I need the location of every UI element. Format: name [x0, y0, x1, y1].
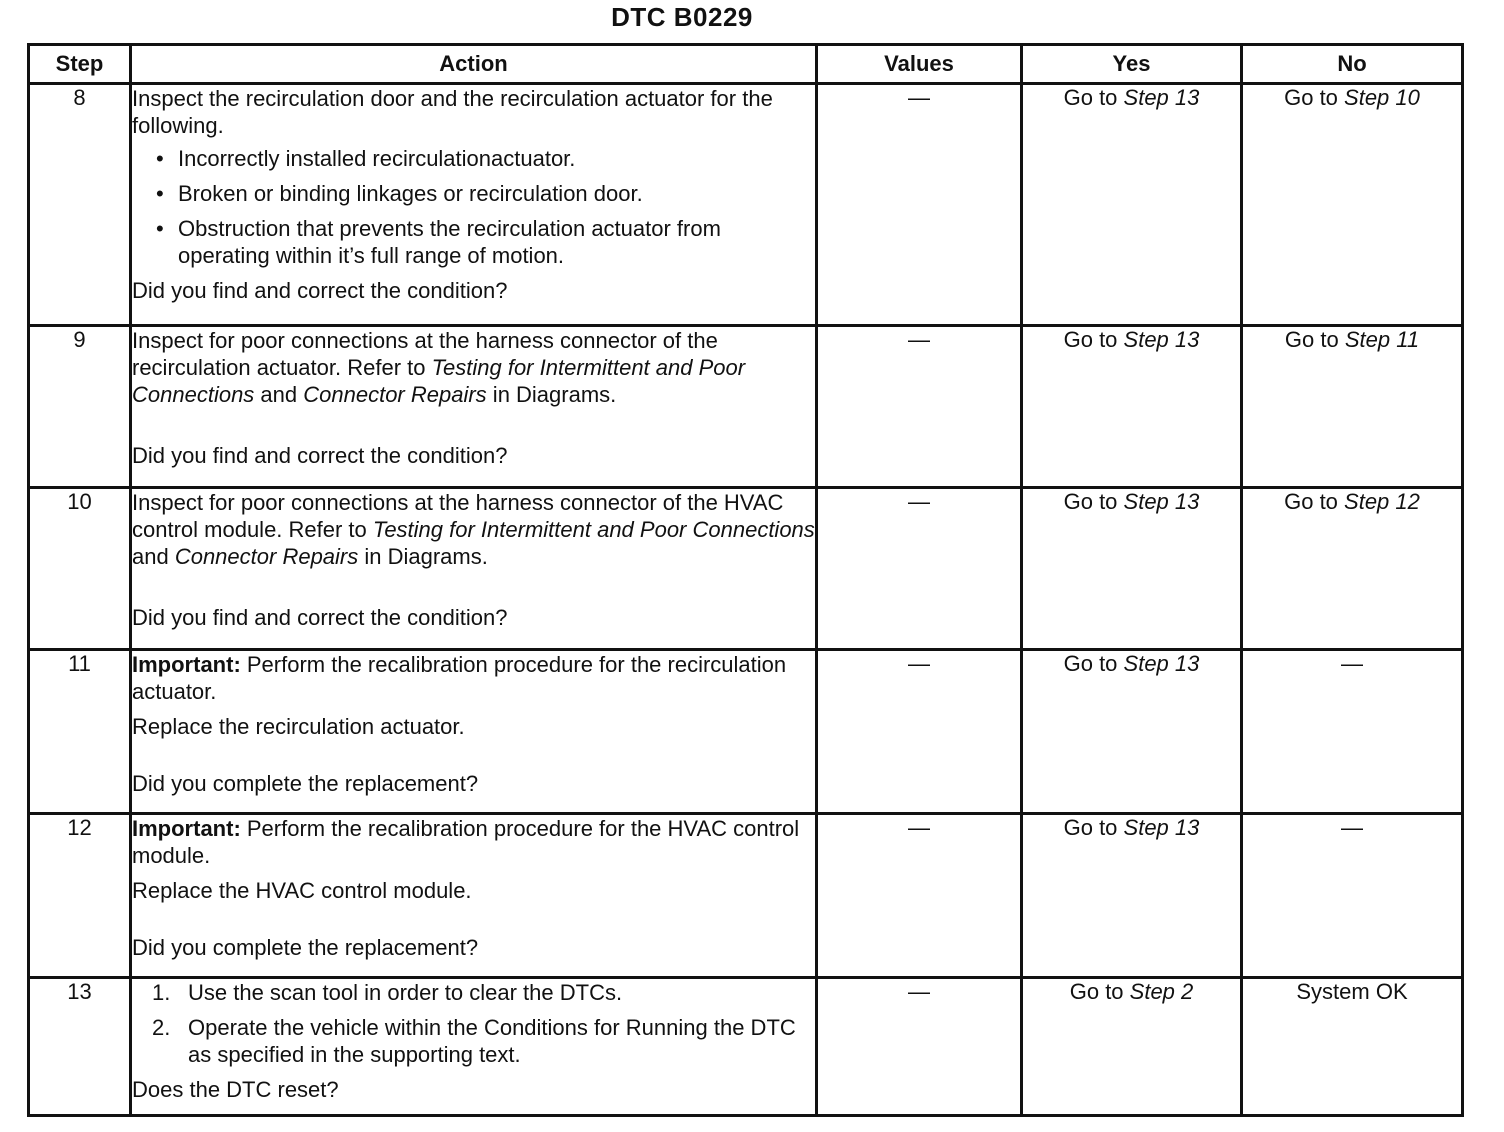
no-cell: System OK	[1242, 978, 1463, 1116]
table-row	[29, 650, 1463, 814]
values-cell: —	[817, 978, 1022, 1116]
yes-cell: Go to Step 13	[1022, 84, 1242, 326]
header-row	[29, 45, 1463, 84]
action-question: Did you complete the replacement?	[132, 771, 479, 796]
action-cell	[131, 650, 817, 814]
yes-cell: Go to Step 13	[1022, 326, 1242, 488]
table-row	[29, 814, 1463, 978]
yes-cell: Go to Step 13	[1022, 814, 1242, 978]
action-instruction: Replace the recirculation actuator.	[132, 714, 465, 739]
header-action: Action	[131, 45, 817, 84]
bullet-icon: •	[156, 216, 164, 241]
values-cell: —	[817, 488, 1022, 650]
values-cell: —	[817, 650, 1022, 814]
important-label: Important:	[132, 816, 241, 841]
numbered-list	[132, 979, 815, 1068]
step-number: 10	[29, 488, 131, 650]
action-question: Does the DTC reset?	[132, 1077, 339, 1102]
action-text: Inspect for poor connections at the harness connector of the recirculation actuator. Refer to Testing for Intermittent and Poor Connections and Connector Repairs in Diagrams.	[132, 328, 746, 407]
action-question: Did you find and correct the condition?	[132, 278, 508, 303]
values-cell: —	[817, 326, 1022, 488]
step-link[interactable]: Step 10	[1344, 85, 1420, 110]
yes-cell: Go to Step 13	[1022, 488, 1242, 650]
step-number: 12	[29, 814, 131, 978]
action-cell	[131, 978, 817, 1116]
bullet-list	[132, 145, 815, 269]
header-step: Step	[29, 45, 131, 84]
step-number: 13	[29, 978, 131, 1116]
step-link[interactable]: Step 13	[1123, 85, 1200, 110]
action-intro: Inspect the recirculation door and the recirculation actuator for the following.	[132, 86, 773, 138]
action-question: Did you find and correct the condition?	[132, 443, 508, 468]
step-link[interactable]: Step 13	[1123, 489, 1200, 514]
yes-cell: Go to Step 13	[1022, 650, 1242, 814]
action-question: Did you find and correct the condition?	[132, 605, 508, 630]
diagnostic-table	[27, 43, 1464, 1117]
important-note: Important: Perform the recalibration procedure for the HVAC control module.	[132, 816, 800, 868]
step-number: 9	[29, 326, 131, 488]
no-cell: —	[1242, 650, 1463, 814]
step-link[interactable]: Step 11	[1344, 327, 1420, 352]
yes-cell: Go to Step 2	[1022, 978, 1242, 1116]
list-item: • Incorrectly installed recirculationactuator.	[156, 146, 576, 171]
no-cell: Go to Step 11	[1242, 326, 1463, 488]
values-cell: —	[817, 814, 1022, 978]
table-row	[29, 84, 1463, 326]
table-row	[29, 488, 1463, 650]
header-values: Values	[817, 45, 1022, 84]
header-yes: Yes	[1022, 45, 1242, 84]
bullet-icon: •	[156, 181, 164, 206]
no-cell: Go to Step 12	[1242, 488, 1463, 650]
action-cell	[131, 326, 817, 488]
no-cell: —	[1242, 814, 1463, 978]
action-text: Inspect for poor connections at the harness connector of the HVAC control module. Refer to Testing for Intermittent and Poor Connections and Connector Repairs in Diagrams.	[132, 490, 815, 569]
important-note: Important: Perform the recalibration procedure for the recirculation actuator.	[132, 652, 787, 704]
step-link[interactable]: Step 2	[1129, 979, 1194, 1004]
action-question: Did you complete the replacement?	[132, 935, 479, 960]
table-row	[29, 978, 1463, 1116]
table-row	[29, 326, 1463, 488]
action-instruction: Replace the HVAC control module.	[132, 878, 472, 903]
bullet-icon: •	[156, 146, 164, 171]
step-number: 8	[29, 84, 131, 326]
action-cell	[131, 488, 817, 650]
step-link[interactable]: Step 13	[1123, 651, 1200, 676]
list-item: 2. Operate the vehicle within the Conditions for Running the DTC as specified in the supporting text.	[152, 1015, 796, 1067]
reference-link[interactable]: Connector Repairs	[174, 544, 359, 569]
step-number: 11	[29, 650, 131, 814]
step-link[interactable]: Step 12	[1344, 489, 1420, 514]
list-item: 1. Use the scan tool in order to clear the DTCs.	[152, 980, 623, 1005]
reference-link[interactable]: Testing for Intermittent and Poor Connections	[372, 517, 815, 542]
list-item: • Obstruction that prevents the recirculation actuator from operating within it’s full range of motion.	[156, 216, 721, 268]
values-cell: —	[817, 84, 1022, 326]
action-cell	[131, 84, 817, 326]
list-item: • Broken or binding linkages or recirculation door.	[156, 181, 643, 206]
step-link[interactable]: Step 13	[1123, 327, 1200, 352]
page-title: DTC B0229	[611, 2, 753, 32]
reference-link[interactable]: Connector Repairs	[303, 382, 487, 407]
reference-link[interactable]: Testing for Intermittent and Poor Connections	[132, 355, 746, 407]
no-cell: Go to Step 10	[1242, 84, 1463, 326]
action-cell	[131, 814, 817, 978]
important-label: Important:	[132, 652, 241, 677]
step-link[interactable]: Step 13	[1123, 815, 1200, 840]
header-no: No	[1242, 45, 1463, 84]
